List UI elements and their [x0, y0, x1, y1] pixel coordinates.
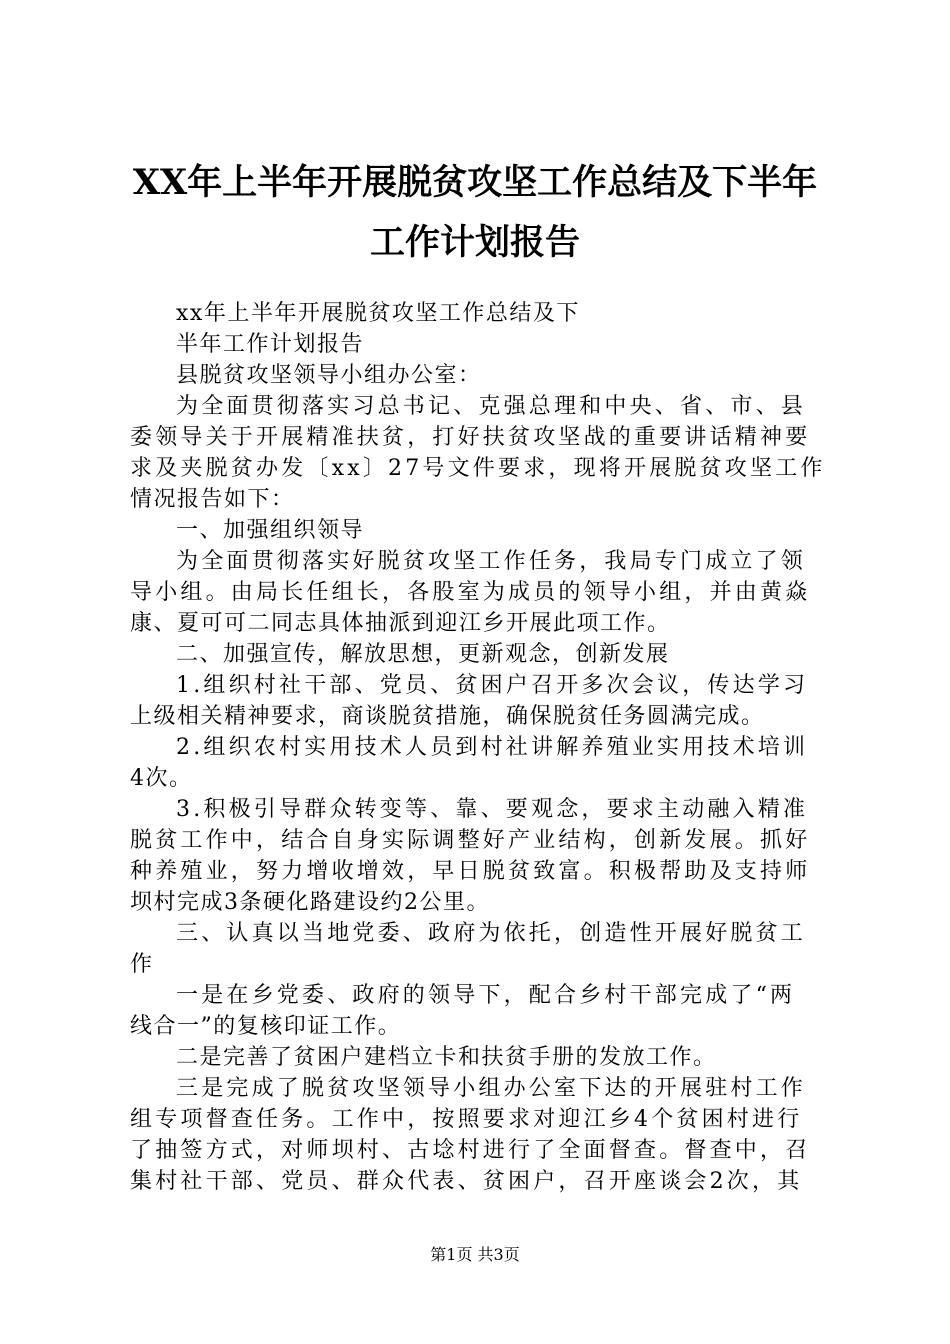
body-line: 导小组。由局长任组长，各股室为成员的领导小组，并由黄焱 — [130, 580, 811, 605]
body-line: 线合一”的复核印证工作。 — [130, 1014, 402, 1039]
section-heading: 三、认真以当地党委、政府为依托，创造性开展好脱贫工 — [176, 921, 807, 946]
body-line: 坝村完成3条硬化路建设约2公里。 — [130, 890, 490, 915]
body-line: 为全面贯彻落实习总书记、克强总理和中央、省、市、县 — [176, 394, 807, 419]
body-line: 委领导关于开展精准扶贫，打好扶贫攻坚战的重要讲话精神要 — [130, 425, 811, 450]
body-line: 种养殖业，努力增收增效，早日脱贫致富。积极帮助及支持师 — [130, 859, 811, 884]
body-line: 情况报告如下： — [130, 487, 295, 512]
body-line: 半年工作计划报告 — [176, 332, 365, 357]
body-line: 4次。 — [130, 766, 193, 791]
body-line: 三是完成了脱贫攻坚领导小组办公室下达的开展驻村工作 — [176, 1076, 807, 1101]
body-line: xx年上半年开展脱贫攻坚工作总结及下 — [176, 301, 580, 326]
body-line: 组专项督查任务。工作中，按照要求对迎江乡4个贫困村进行 — [130, 1107, 803, 1132]
document-title-line-2: 工作计划报告 — [369, 222, 580, 263]
body-line: 3.积极引导群众转变等、靠、要观念，要求主动融入精准 — [176, 797, 809, 822]
body-line: 康、夏可可二同志具体抽派到迎江乡开展此项工作。 — [130, 611, 671, 636]
body-line: 脱贫工作中，结合自身实际调整好产业结构，创新发展。抓好 — [130, 828, 811, 853]
document-title-line-1: XX年上半年开展脱贫攻坚工作总结及下半年 — [132, 162, 818, 203]
document-body — [130, 298, 830, 1197]
body-line: 2.组织农村实用技术人员到村社讲解养殖业实用技术培训 — [176, 735, 809, 760]
body-line: 县脱贫攻坚领导小组办公室： — [176, 363, 482, 388]
body-line: 1.组织村社干部、党员、贫困户召开多次会议，传达学习 — [176, 673, 809, 698]
body-line: 为全面贯彻落实好脱贫攻坚工作任务，我局专门成立了领 — [176, 549, 807, 574]
body-line: 求及夹脱贫办发〔xx〕27号文件要求，现将开展脱贫攻坚工作 — [130, 456, 826, 481]
body-line: 作 — [130, 952, 154, 977]
body-line: 上级相关精神要求，商谈脱贫措施，确保脱贫任务圆满完成。 — [130, 704, 765, 729]
body-line: 集村社干部、党员、群众代表、贫困户，召开座谈会2次，其 — [130, 1169, 803, 1194]
page-footer: 第1页 共3页 — [430, 1245, 520, 1264]
section-heading: 二、加强宣传，解放思想，更新观念，创新发展 — [176, 642, 670, 667]
body-line: 了抽签方式，对师坝村、古埝村进行了全面督查。督查中，召 — [130, 1138, 811, 1163]
section-heading: 一、加强组织领导 — [176, 518, 365, 543]
body-line: 二是完善了贫困户建档立卡和扶贫手册的发放工作。 — [176, 1045, 717, 1070]
body-line: 一是在乡党委、政府的领导下，配合乡村干部完成了“两 — [176, 983, 796, 1008]
